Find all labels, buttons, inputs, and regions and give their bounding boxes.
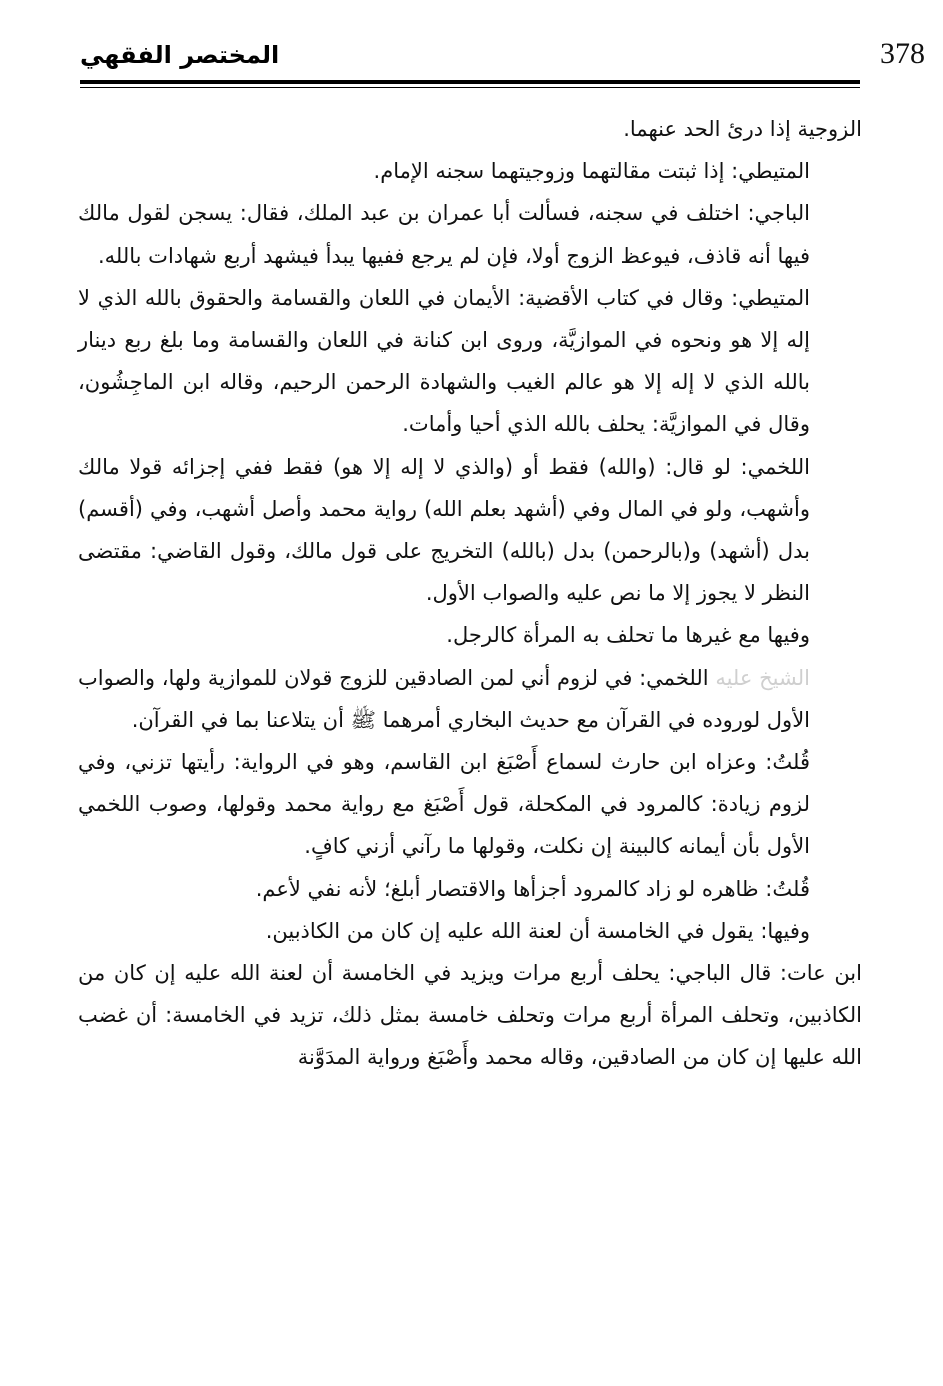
paragraph: المتيطي: وقال في كتاب الأقضية: الأيمان في اللعان والقسامة والحقوق بالله الذي لا إله إلا هو ونحوه في الموازيَّة، وروى ابن كنانة في اللعان والقسامة وما بلغ ربع دينار بالله الذي لا إله إلا هو عالم الغيب والشهادة الرحمن الرحيم، وقاله ابن الماجِشُون، وقال في الموازيَّة: يحلف بالله الذي أحيا وأمات.	[78, 285, 810, 437]
paragraph: الباجي: اختلف في سجنه، فسألت أبا عمران بن عبد الملك، فقال: يسجن لقول مالك فيها أنه قاذف، فيوعظ الزوج أولا، فإن لم يرجع ففيها يبدأ فيشهد أربع شهادات بالله.	[78, 201, 810, 268]
paragraph: قُلتُ: ظاهره لو زاد كالمرود أجزأها والاقتصار أبلغ؛ لأنه نفي لأعم.	[255, 876, 810, 901]
paragraph	[78, 657, 862, 741]
page-number: 378	[880, 37, 925, 70]
paragraph: قُلتُ: وعزاه ابن حارث لسماع أَصْبَغ ابن القاسم، وهو في الرواية: رأيتها تزني، وفي لزوم زيادة: كالمرود في المكحلة، قول أَصْبَغ مع رواية محمد وقولها، وصوب اللخمي الأول بأن أيمانه كالبينة إن نكلت، وقولها ما رآني أزني كافٍ.	[78, 750, 810, 859]
paragraph: وفيها: يقول في الخامسة أن لعنة الله عليه إن كان من الكاذبين.	[265, 918, 810, 943]
header-rule-thick	[80, 80, 860, 84]
paragraph: وفيها مع غيرها ما تحلف به المرأة كالرجل.	[446, 623, 810, 648]
paragraph: اللخمي: لو قال: (والله) فقط أو (والذي لا إله إلا هو) فقط ففي إجزائه قولا مالك وأشهب، ولو في المال وفي (أشهد بعلم الله) رواية محمد وأصل أشهب، وفي (أقسم) بدل (أشهد) و(بالرحمن) بدل (بالله) التخريج على قول مالك، وقول القاضي: مقتضى النظر لا يجوز إلا ما نص عليه والصواب الأول.	[78, 454, 810, 606]
header-rule-thin	[80, 87, 860, 88]
running-title: المختصر الفقهي	[80, 41, 280, 69]
paragraph: الزوجية إذا درئ الحد عنهما.	[623, 117, 862, 141]
page-header	[80, 36, 925, 76]
paragraph: المتيطي: إذا ثبتت مقالتهما وزوجيتهما سجنه الإمام.	[373, 159, 810, 184]
paragraph-text: اللخمي: في لزوم أني لمن الصادقين للزوج قولان للموازية ولها، والصواب الأول لوروده في القرآن مع حديث البخاري أمرهما ﷺ أن يتلاعنا بما في القرآن.	[78, 665, 810, 732]
faded-prefix: الشيخ عليه	[715, 665, 810, 690]
paragraph: ابن عات: قال الباجي: يحلف أربع مرات ويزيد في الخامسة أن لعنة الله عليه إن كان من الكاذبين، وتحلف المرأة أربع مرات وتحلف خامسة بمثل ذلك، تزيد في الخامسة: أن غضب الله عليها إن كان من الصادقين، وقاله محمد وأَصْبَغ ورواية المدَوَّنة	[78, 961, 862, 1070]
body-text	[78, 108, 862, 1079]
